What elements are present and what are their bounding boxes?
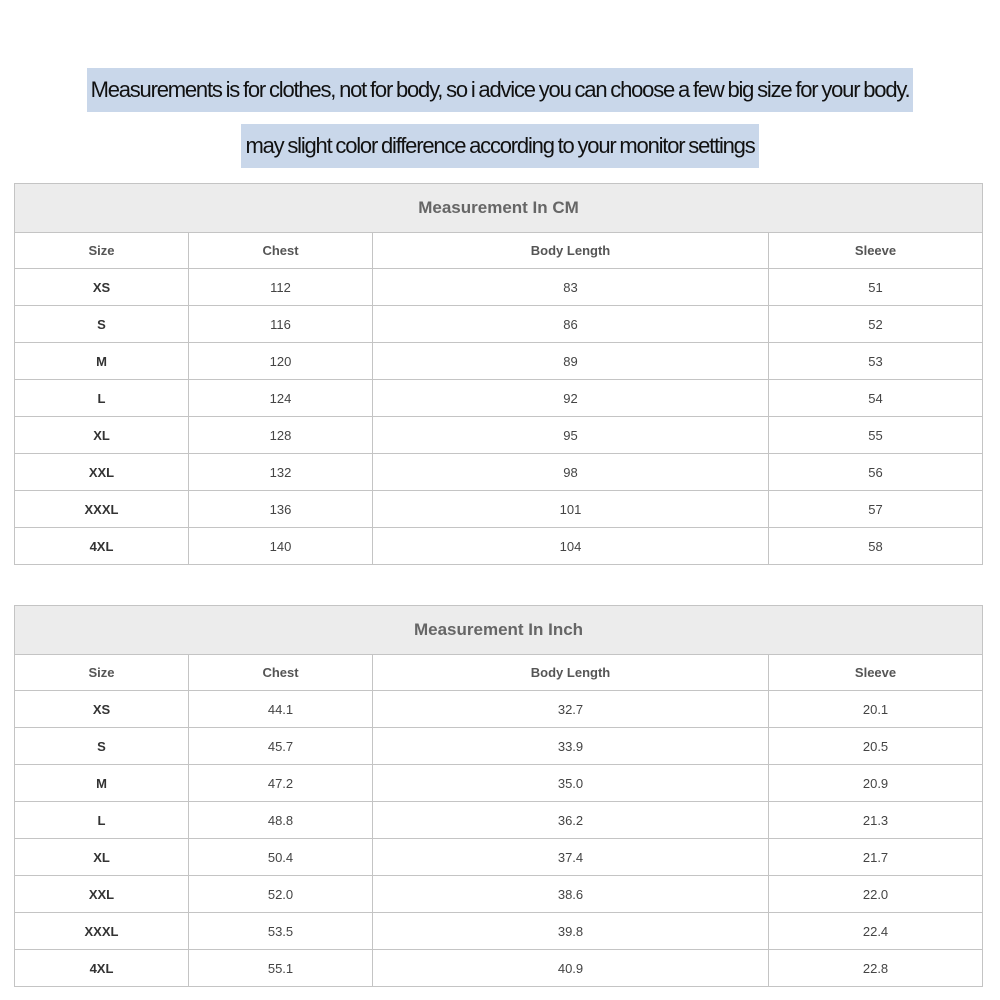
cell-text: 20.5 (862, 738, 889, 754)
size-cell (15, 802, 189, 839)
cell-text: 120 (269, 353, 292, 369)
value-cell (769, 950, 983, 987)
notice-text-1: Measurements is for clothes, not for body, so i advice you can choose a few big size for your body. (87, 68, 914, 112)
table-row (15, 528, 983, 565)
notice-line-2 (0, 124, 1000, 168)
value-cell (189, 343, 373, 380)
cell-text: 33.9 (557, 738, 584, 754)
cell-text: 36.2 (557, 812, 584, 828)
value-cell (373, 913, 769, 950)
cell-text: 83 (563, 279, 578, 295)
column-header (189, 655, 373, 691)
column-header-label: Size (88, 665, 115, 680)
column-header (373, 233, 769, 269)
cell-text: 52.0 (267, 886, 294, 902)
cell-text: 21.7 (862, 849, 889, 865)
column-header-label: Sleeve (854, 243, 897, 258)
value-cell (373, 691, 769, 728)
cell-text: 55.1 (267, 960, 294, 976)
cell-text: 21.3 (862, 812, 889, 828)
cell-text: 53 (868, 353, 883, 369)
value-cell (373, 417, 769, 454)
column-header (769, 233, 983, 269)
cell-text: 44.1 (267, 701, 294, 717)
cell-text: 48.8 (267, 812, 294, 828)
value-cell (373, 765, 769, 802)
value-cell (769, 306, 983, 343)
value-cell (769, 491, 983, 528)
cell-text: 22.8 (862, 960, 889, 976)
size-cell (15, 269, 189, 306)
table-row (15, 691, 983, 728)
size-cell (15, 728, 189, 765)
value-cell (373, 728, 769, 765)
value-cell (769, 691, 983, 728)
table-title: Measurement In CM (15, 184, 983, 233)
value-cell (373, 454, 769, 491)
table-title: Measurement In Inch (15, 606, 983, 655)
value-cell (769, 876, 983, 913)
size-table-inch (14, 605, 983, 987)
cell-text: 132 (269, 464, 292, 480)
value-cell (769, 343, 983, 380)
column-header-label: Body Length (530, 243, 611, 258)
cell-text: 95 (563, 427, 578, 443)
cell-text: 54 (868, 390, 883, 406)
cell-text: XXXL (84, 501, 119, 517)
table-row (15, 913, 983, 950)
size-cell (15, 765, 189, 802)
cell-text: 92 (563, 390, 578, 406)
cell-text: 112 (270, 279, 291, 295)
table-row (15, 491, 983, 528)
size-cell (15, 306, 189, 343)
value-cell (373, 802, 769, 839)
size-table-cm (14, 183, 983, 565)
cell-text: 50.4 (267, 849, 294, 865)
table-row (15, 454, 983, 491)
column-header-label: Sleeve (854, 665, 897, 680)
notice-line-1 (0, 68, 1000, 112)
cell-text: XS (92, 279, 111, 295)
column-header-label: Chest (262, 665, 299, 680)
cell-text: 52 (868, 316, 883, 332)
cell-text: 101 (559, 501, 582, 517)
value-cell (189, 306, 373, 343)
table-row (15, 876, 983, 913)
cell-text: 4XL (89, 960, 114, 976)
notice-text-2: may slight color difference according to your monitor settings (241, 124, 758, 168)
value-cell (189, 491, 373, 528)
cell-text: L (97, 390, 106, 406)
cell-text: 4XL (89, 538, 114, 554)
table-row (15, 765, 983, 802)
column-header (15, 233, 189, 269)
column-header (189, 233, 373, 269)
cell-text: L (97, 812, 106, 828)
cell-text: 22.0 (862, 886, 889, 902)
value-cell (769, 802, 983, 839)
table-row (15, 343, 983, 380)
column-header-label: Size (88, 243, 115, 258)
value-cell (189, 691, 373, 728)
table-row (15, 950, 983, 987)
value-cell (189, 802, 373, 839)
size-cell (15, 491, 189, 528)
table-row (15, 306, 983, 343)
column-header-row (15, 655, 983, 691)
cell-text: S (97, 738, 106, 754)
size-cell (15, 454, 189, 491)
value-cell (373, 950, 769, 987)
cell-text: 124 (269, 390, 292, 406)
table-row (15, 728, 983, 765)
value-cell (769, 913, 983, 950)
value-cell (373, 839, 769, 876)
cell-text: 57 (868, 501, 883, 517)
cell-text: XXL (88, 464, 115, 480)
cell-text: 86 (563, 316, 578, 332)
column-header (373, 655, 769, 691)
cell-text: 35.0 (557, 775, 584, 791)
cell-text: 32.7 (557, 701, 584, 717)
size-cell (15, 691, 189, 728)
value-cell (373, 380, 769, 417)
cell-text: 55 (868, 427, 883, 443)
column-header (769, 655, 983, 691)
cell-text: 20.9 (862, 775, 889, 791)
value-cell (189, 876, 373, 913)
cell-text: 136 (269, 501, 292, 517)
cell-text: XS (92, 701, 111, 717)
cell-text: XL (93, 427, 110, 443)
cell-text: 39.8 (557, 923, 584, 939)
value-cell (373, 269, 769, 306)
value-cell (189, 528, 373, 565)
size-cell (15, 876, 189, 913)
cell-text: 37.4 (557, 849, 584, 865)
cell-text: 89 (563, 353, 578, 369)
column-header-row (15, 233, 983, 269)
cell-text: 128 (269, 427, 292, 443)
cell-text: 56 (868, 464, 883, 480)
value-cell (189, 839, 373, 876)
value-cell (769, 454, 983, 491)
value-cell (189, 950, 373, 987)
value-cell (769, 839, 983, 876)
table-row (15, 269, 983, 306)
value-cell (189, 454, 373, 491)
cell-text: 47.2 (267, 775, 294, 791)
value-cell (189, 380, 373, 417)
cell-text: 140 (269, 538, 292, 554)
size-cell (15, 380, 189, 417)
cell-text: 53.5 (267, 923, 294, 939)
size-cell (15, 528, 189, 565)
cell-text: 20.1 (862, 701, 889, 717)
cell-text: M (96, 353, 107, 369)
table-row (15, 417, 983, 454)
value-cell (769, 380, 983, 417)
value-cell (373, 343, 769, 380)
value-cell (189, 728, 373, 765)
cell-text: 40.9 (557, 960, 584, 976)
cell-text: 22.4 (862, 923, 889, 939)
size-cell (15, 913, 189, 950)
value-cell (189, 269, 373, 306)
size-cell (15, 417, 189, 454)
value-cell (373, 876, 769, 913)
cell-text: 116 (270, 316, 291, 332)
value-cell (769, 269, 983, 306)
cell-text: 104 (559, 538, 582, 554)
table-row (15, 380, 983, 417)
cell-text: 51 (868, 279, 883, 295)
column-header (15, 655, 189, 691)
value-cell (373, 306, 769, 343)
cell-text: 45.7 (267, 738, 294, 754)
value-cell (769, 765, 983, 802)
value-cell (769, 417, 983, 454)
column-header-label: Chest (262, 243, 299, 258)
table-row (15, 802, 983, 839)
cell-text: XL (93, 849, 110, 865)
size-cell (15, 839, 189, 876)
cell-text: XXXL (84, 923, 119, 939)
size-cell (15, 950, 189, 987)
cell-text: 38.6 (557, 886, 584, 902)
cell-text: M (96, 775, 107, 791)
value-cell (189, 913, 373, 950)
value-cell (189, 765, 373, 802)
cell-text: 58 (868, 538, 883, 554)
column-header-label: Body Length (530, 665, 611, 680)
size-cell (15, 343, 189, 380)
value-cell (189, 417, 373, 454)
value-cell (373, 528, 769, 565)
value-cell (769, 728, 983, 765)
cell-text: 98 (563, 464, 578, 480)
cell-text: S (97, 316, 106, 332)
cell-text: XXL (88, 886, 115, 902)
value-cell (769, 528, 983, 565)
value-cell (373, 491, 769, 528)
table-row (15, 839, 983, 876)
